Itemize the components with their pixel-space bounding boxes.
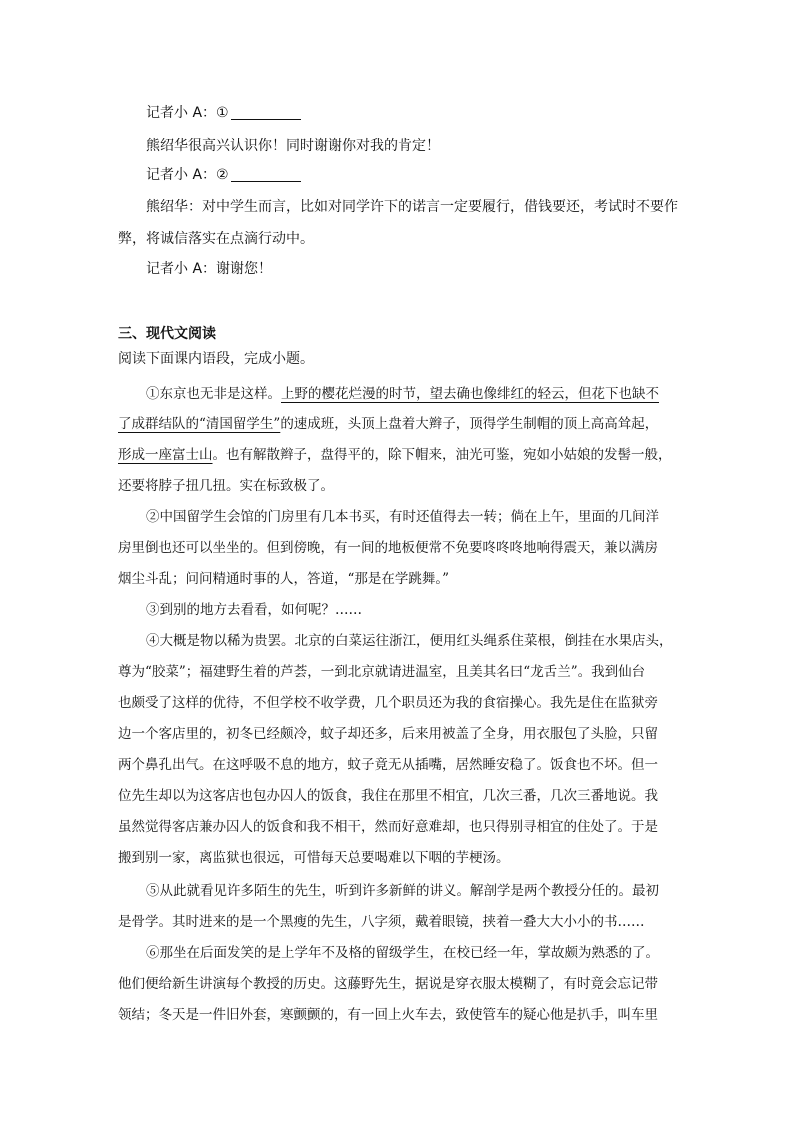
p5-line-1: ⑤从此就看见许多陌生的先生，听到许多新鲜的讲义。解剖学是两个教授分任的。最初	[146, 883, 659, 899]
p6-line-3: 领结；冬天是一件旧外套，寒颤颤的，有一回上火车去，致使管车的疑心他是扒手，叫车里	[118, 1007, 658, 1023]
p4-line-6: 位先生却以为这客店也包办囚人的饭食，我住在那里不相宜，几次三番，几次三番地说。我	[118, 788, 658, 804]
p4-line-5: 两个鼻孔出气。在这呼吸不息的地方，蚊子竟无从插嘴，居然睡安稳了。饭食也不坏。但一	[118, 757, 658, 773]
p5-line-2: 是骨学。其时进来的是一个黑瘦的先生，八字须，戴着眼镜，挟着一叠大大小小的书……	[118, 914, 645, 930]
p1-text: ①东京也无非是这样。	[146, 386, 281, 402]
p6-line-1: ⑥那坐在后面发笑的是上学年不及格的留级学生，在校已经一年，掌故颇为熟悉的了。	[146, 945, 659, 961]
section-instruction: 阅读下面课内语段，完成小题。	[118, 351, 314, 367]
p2-line-2: 房里倒也还可以坐坐的。但到傍晚，有一间的地板便常不免要咚咚咚地响得震天，兼以满房	[118, 540, 658, 556]
p1-line-4: 还要将脖子扭几扭。实在标致极了。	[118, 478, 334, 494]
p4-line-4: 边一个客店里的，初冬已经颇冷，蚊子却还多，后来用被盖了全身，用衣服包了头脸，只留	[118, 726, 658, 742]
underlined-text: 上野的樱花烂漫的时节，望去确也像绯红的轻云，但花下也缺不	[281, 386, 659, 402]
interview-line-6: 记者小 A：谢谢您！	[146, 261, 273, 277]
p1-line-3	[118, 445, 672, 465]
answer-blank-2[interactable]	[231, 167, 301, 182]
interview-line-1	[146, 103, 301, 123]
reporter-question-2: 记者小 A：②	[146, 167, 229, 183]
p4-line-3: 也颇受了这样的优待，不但学校不收学费，几个职员还为我的食宿操心。我先是住在监狱旁	[118, 695, 658, 711]
interview-line-4: 熊绍华：对中学生而言，比如对同学许下的诺言一定要履行，借钱要还，考试时不要作	[146, 199, 678, 215]
p2-line-1: ②中国留学生会馆的门房里有几本书买，有时还值得去一转；倘在上午，里面的几间洋	[146, 509, 659, 525]
p1-text: 的速成班，头顶上盘着大辫子，顶得学生制帽的顶上高高耸起，	[280, 416, 659, 432]
p4-line-8: 搬到别一家，离监狱也很远，可惜每天总要喝难以下咽的芋梗汤。	[118, 850, 510, 866]
p1-line-1	[146, 384, 659, 404]
underlined-text: 形成一座富士山	[118, 447, 213, 463]
p6-line-2: 他们便给新生讲演每个教授的历史。这藤野先生，据说是穿衣服太模糊了，有时竟会忘记带	[118, 976, 658, 992]
interview-line-2: 熊绍华很高兴认识你！同时谢谢你对我的肯定！	[146, 138, 440, 154]
p4-line-7: 虽然觉得客店兼办囚人的饭食和我不相干，然而好意难却，也只得别寻相宜的住处了。于是	[118, 819, 658, 835]
section-title: 三、现代文阅读	[118, 326, 216, 342]
reporter-question-1: 记者小 A：①	[146, 105, 229, 121]
interview-line-5: 弊，将诚信落实在点滴行动中。	[118, 231, 314, 247]
answer-blank-1[interactable]	[231, 105, 301, 120]
p3-line-1: ③到别的地方去看看，如何呢？……	[146, 602, 362, 618]
p4-line-2: 尊为“胶菜”；福建野生着的芦荟，一到北京就请进温室，且美其名曰“龙舌兰”。我到仙台	[118, 664, 646, 680]
p2-line-3: 烟尘斗乱；问问精通时事的人，答道，“那是在学跳舞。”	[118, 571, 450, 587]
p1-text: 。也有解散辫子，盘得平的，除下帽来，油光可鉴，宛如小姑娘的发髻一般，	[212, 447, 672, 463]
underlined-text: 了成群结队的“清国留学生”	[118, 416, 281, 432]
interview-line-3	[146, 165, 301, 185]
p4-line-1: ④大概是物以稀为贵罢。北京的白菜运往浙江，便用红头绳系住菜根，倒挂在水果店头，	[146, 633, 673, 649]
p1-line-2	[118, 414, 658, 434]
